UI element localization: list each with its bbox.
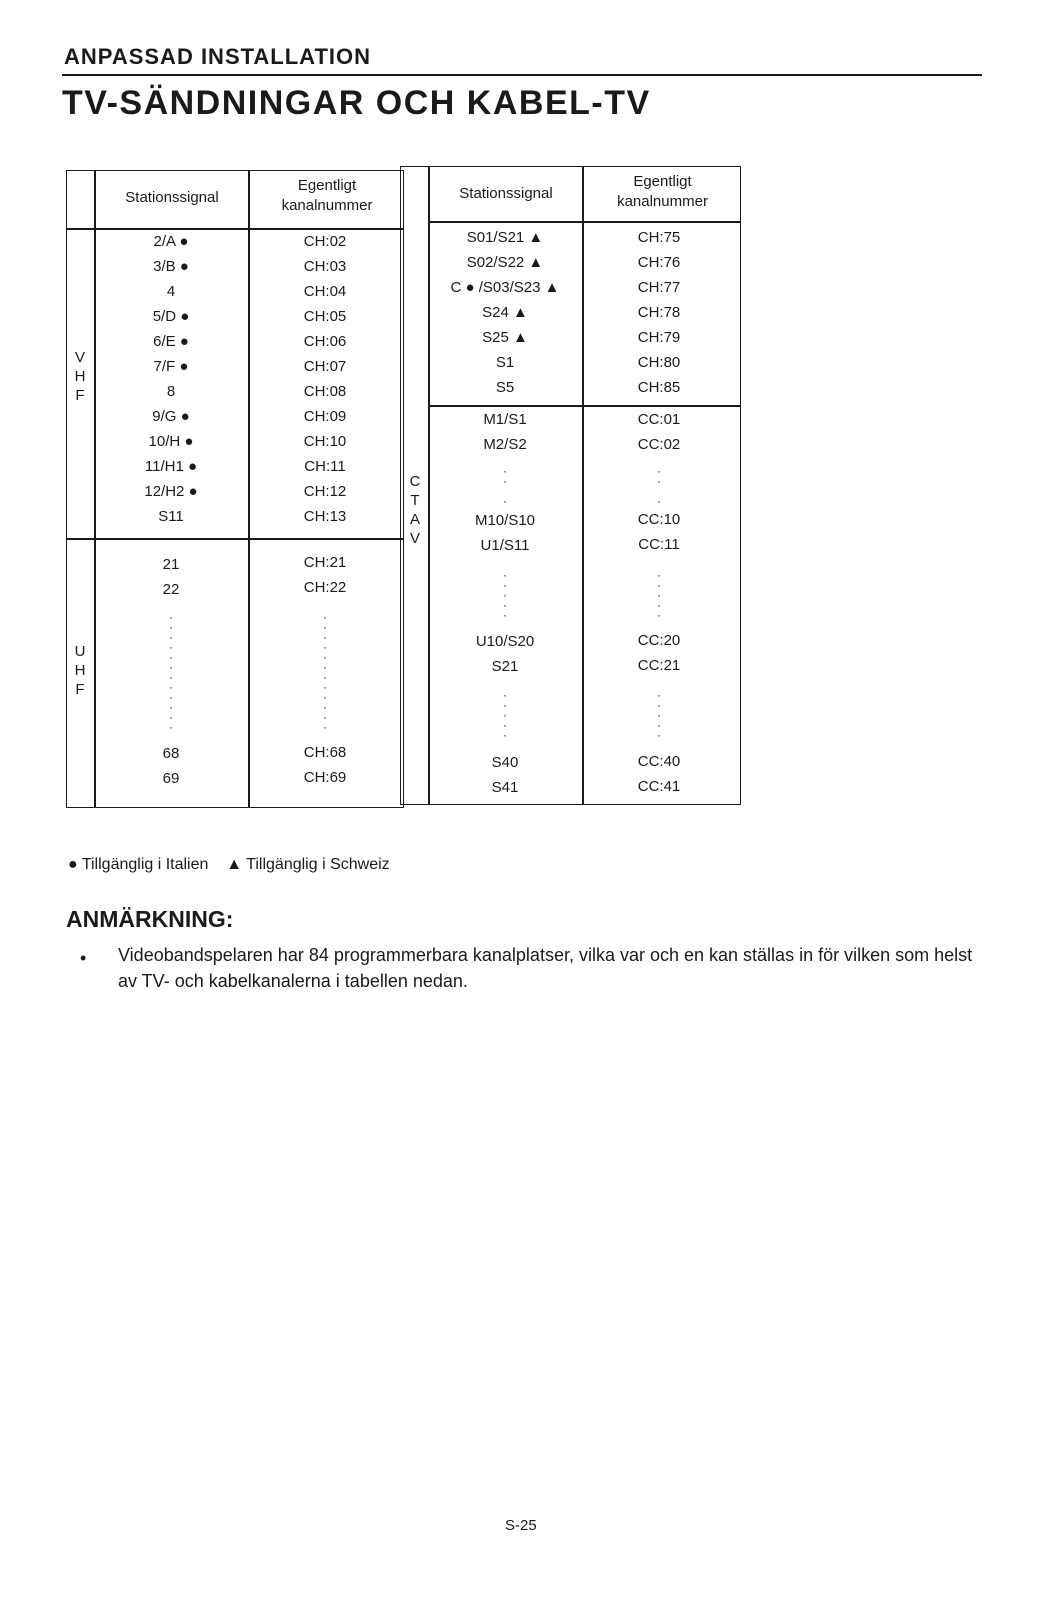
channel-cell: CC:40 [637, 753, 681, 770]
catv-letter: V [409, 530, 420, 547]
header-rule [62, 74, 982, 76]
note-heading: ANMÄRKNING: [66, 906, 234, 932]
station-cell: 6/E ● [153, 333, 189, 350]
header-channel-right [584, 172, 741, 212]
special-catv-divider [428, 405, 741, 407]
vhf-label [68, 348, 92, 405]
station-cell: 9/G ● [152, 408, 190, 425]
station-cell: S25 ▲ [482, 329, 528, 346]
uhf-letter: F [75, 681, 85, 698]
channel-cell: CH:85 [637, 379, 681, 396]
channel-cell: CH:22 [303, 579, 347, 596]
channel-cell: CH:75 [637, 229, 681, 246]
channel-cell: CH:11 [304, 458, 346, 475]
ellipsis-vertical: · · · [657, 464, 661, 508]
legend [68, 856, 390, 874]
station-cell: 5/D ● [152, 308, 190, 325]
header-station-right: Stationssignal [459, 185, 553, 202]
uhf-letter: U [74, 643, 86, 660]
station-cell: S1 [495, 354, 515, 371]
vhf-letter: F [75, 387, 85, 404]
station-cell: 22 [162, 581, 180, 598]
station-cell: 69 [162, 770, 180, 787]
vhf-letter: H [74, 368, 86, 385]
channel-cell: CH:02 [303, 233, 347, 250]
station-cell: 11/H1 ● [144, 458, 198, 475]
uhf-label [68, 642, 92, 699]
ellipsis-vertical: · · · [503, 464, 507, 508]
channel-cell: CC:20 [637, 632, 681, 649]
channel-cell: CH:10 [303, 433, 347, 450]
section-title: ANPASSAD INSTALLATION [64, 44, 371, 69]
vhf-uhf-divider [66, 538, 404, 540]
station-cell: U10/S20 [475, 633, 535, 650]
vhf-letter: V [74, 349, 85, 366]
catv-letter: C [409, 473, 421, 490]
station-cell: S5 [495, 379, 515, 396]
channel-cell: CH:77 [637, 279, 681, 296]
station-cell: 3/B ● [153, 258, 189, 275]
station-cell: 2/A ● [153, 233, 189, 250]
catv-label [403, 472, 427, 548]
channel-cell: CH:79 [637, 329, 681, 346]
channel-cell: CH:69 [303, 769, 347, 786]
channel-cell: CC:01 [637, 411, 681, 428]
ellipsis-vertical: · · · · · [503, 688, 507, 742]
channel-cell: CC:11 [638, 536, 680, 553]
catv-letter: A [409, 511, 420, 528]
channel-cell: CH:68 [303, 744, 347, 761]
channel-cell: CH:05 [303, 308, 347, 325]
ellipsis-vertical: · · · · · [503, 568, 507, 622]
ellipsis-vertical: · · · · · [657, 688, 661, 742]
channel-cell: CC:10 [637, 511, 681, 528]
channel-cell: CH:12 [303, 483, 347, 500]
station-cell: M1/S1 [483, 411, 527, 428]
station-cell: M10/S10 [474, 512, 536, 529]
note-text: Videobandspelaren har 84 programmerbara kanalplatser, vilka var och en kan ställas in för vilken som helst av TV- och kabelkanalerna i tabellen nedan. [118, 945, 973, 991]
station-cell: 21 [162, 556, 180, 573]
station-cell: S21 [491, 658, 519, 675]
header-channel-line2: kanalnummer [617, 193, 708, 210]
header-channel-left [250, 176, 404, 216]
channel-cell: CH:78 [637, 304, 681, 321]
note-bullet: • [80, 948, 87, 968]
station-cell: U1/S11 [480, 537, 530, 554]
station-cell: 68 [162, 745, 180, 762]
station-cell: S01/S21 ▲ [466, 229, 544, 246]
legend-italy: ● Tillgänglig i Italien [68, 856, 209, 873]
ellipsis-vertical: · · · · · · · · · · · · [323, 610, 327, 734]
left-header-rule [66, 228, 404, 230]
station-cell: S11 [158, 508, 184, 525]
channel-cell: CC:41 [637, 778, 681, 795]
right-header-rule [428, 221, 741, 223]
channel-cell: CH:13 [303, 508, 347, 525]
header-channel-line1: Egentligt [297, 177, 357, 194]
channel-cell: CH:08 [303, 383, 347, 400]
channel-cell: CC:21 [637, 657, 681, 674]
page-title: TV-SÄNDNINGAR OCH KABEL-TV [62, 84, 651, 122]
station-cell: 8 [166, 383, 176, 400]
station-cell: 10/H ● [148, 433, 194, 450]
header-channel-line2: kanalnummer [281, 197, 373, 214]
ellipsis-vertical: · · · · · [657, 568, 661, 622]
page-number: S-25 [505, 1517, 537, 1534]
channel-cell: CC:02 [637, 436, 681, 453]
channel-cell: CH:21 [303, 554, 347, 571]
station-cell: C ● /S03/S23 ▲ [450, 279, 560, 296]
station-cell: S40 [491, 754, 519, 771]
station-cell: 12/H2 ● [144, 483, 198, 500]
channel-cell: CH:06 [303, 333, 347, 350]
catv-letter: T [410, 492, 420, 509]
station-cell: M2/S2 [483, 436, 527, 453]
uhf-letter: H [74, 662, 86, 679]
ellipsis-vertical: · · · · · · · · · · · · [169, 610, 173, 734]
header-station-left: Stationssignal [125, 189, 219, 206]
channel-cell: CH:07 [303, 358, 347, 375]
channel-cell: CH:03 [303, 258, 347, 275]
station-cell: 4 [166, 283, 176, 300]
station-cell: S41 [491, 779, 519, 796]
station-cell: 7/F ● [153, 358, 189, 375]
channel-cell: CH:09 [303, 408, 347, 425]
channel-cell: CH:04 [303, 283, 347, 300]
station-cell: S02/S22 ▲ [466, 254, 544, 271]
channel-cell: CH:80 [637, 354, 681, 371]
station-cell: S24 ▲ [482, 304, 528, 321]
header-channel-line1: Egentligt [633, 173, 692, 190]
channel-cell: CH:76 [637, 254, 681, 271]
legend-switzerland: ▲ Tillgänglig i Schweiz [226, 856, 390, 873]
